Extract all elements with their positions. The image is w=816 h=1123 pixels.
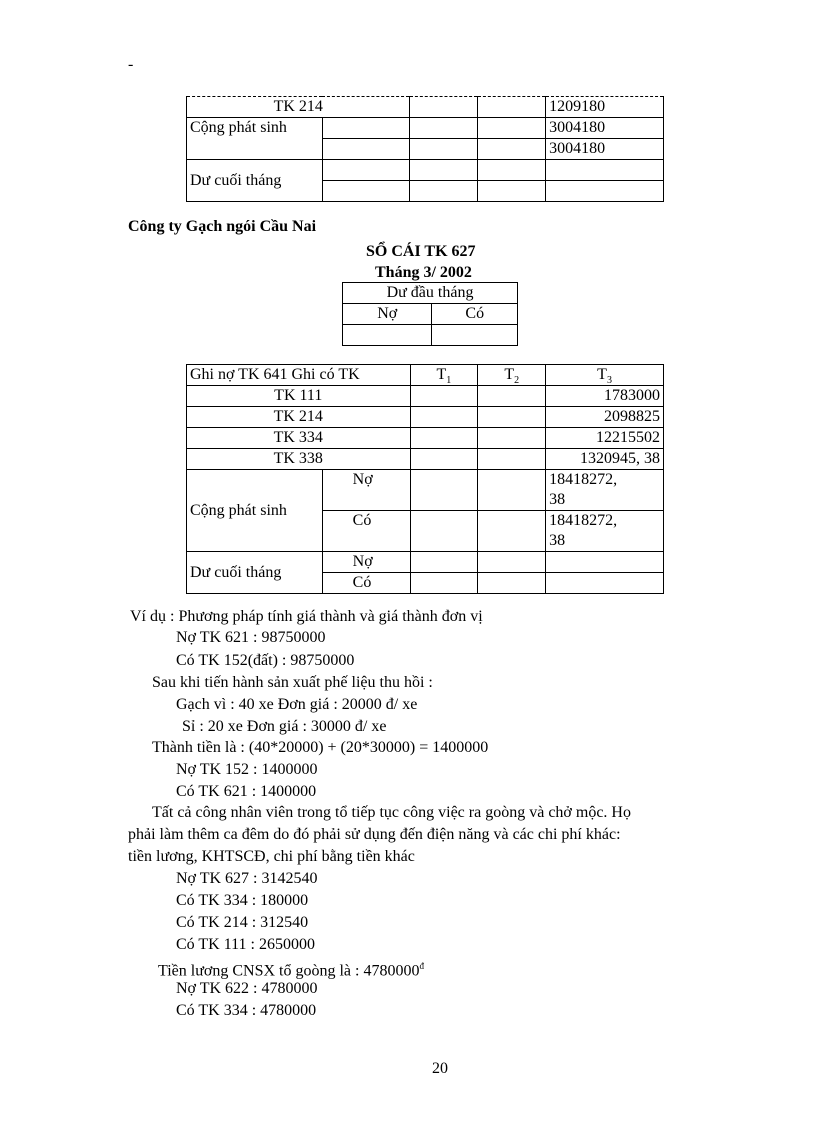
amount-cell: 12215502 (546, 428, 664, 449)
column-header-t3: $T_3$ (546, 365, 664, 386)
table-row (187, 470, 664, 511)
text-line: Có TK 111 : 2650000 (176, 936, 315, 953)
text-line: Sau khi tiến hành sản xuất phế liệu thu hồi : (152, 674, 433, 691)
text-line: Nợ TK 627 : 3142540 (176, 870, 318, 887)
credit-label: Có (322, 573, 410, 594)
column-header-accounts: Ghi nợ TK 641 Ghi có TK (187, 365, 411, 386)
ledger-title: SỔ CÁI TK 627 (366, 243, 476, 260)
text-line: Gạch vì : 40 xe Đơn giá : 20000 đ/ xe (176, 696, 418, 713)
table-row (187, 160, 664, 181)
table-row (187, 449, 664, 470)
table-row (187, 407, 664, 428)
column-header-t2: $T_2$ (478, 365, 546, 386)
top-dash: - (128, 56, 134, 73)
amount-cell: 18418272, 38 (546, 511, 664, 552)
amount-cell: 1783000 (546, 386, 664, 407)
amount-cell: 1320945, 38 (546, 449, 664, 470)
text-line: Thành tiền là : (40*20000) + (20*30000) = 1400000 (152, 739, 489, 756)
total-label: Cộng phát sinh (187, 470, 323, 552)
table-row (187, 386, 664, 407)
table-row (187, 97, 664, 118)
table-row (187, 118, 664, 139)
total-label: Cộng phát sinh (187, 118, 323, 160)
dong-superscript: đ (419, 961, 424, 971)
text-line: phải làm thêm ca đêm do đó phải sử dụng đến điện năng và các chi phí khác: (128, 826, 621, 843)
ledger-continuation-table (186, 96, 664, 202)
account-label: TK 214 (187, 97, 410, 118)
amount-cell: 3004180 (546, 118, 664, 139)
text-line: Nợ TK 622 : 4780000 (176, 980, 318, 997)
table-row (343, 304, 518, 325)
credit-header: Có (432, 304, 518, 325)
page-number: 20 (432, 1060, 448, 1077)
closing-balance-label: Dư cuối tháng (187, 552, 323, 594)
amount-cell: 1209180 (546, 97, 664, 118)
text-line: Tiền lương CNSX tổ goòng là : $4780000^đ$ (158, 961, 424, 980)
table-header-row (187, 365, 664, 386)
company-name: Công ty Gạch ngói Cầu Nai (128, 218, 317, 235)
closing-balance-label: Dư cuối tháng (187, 160, 323, 202)
table-row (343, 283, 518, 304)
credit-label: Có (322, 511, 410, 552)
text-line: Có TK 621 : 1400000 (176, 783, 317, 800)
account-label: TK 338 (187, 449, 411, 470)
account-label: TK 214 (187, 407, 411, 428)
text-line: Ví dụ : Phương pháp tính giá thành và giá thành đơn vị (130, 608, 483, 625)
account-label: TK 111 (187, 386, 411, 407)
ledger-table (186, 364, 664, 594)
column-header-t1: $T_1$ (410, 365, 478, 386)
debit-label: Nợ (322, 552, 410, 573)
table-row (187, 428, 664, 449)
text-line: Có TK 334 : 180000 (176, 892, 309, 909)
text-line: tiền lương, KHTSCĐ, chi phí bằng tiền khác (128, 848, 415, 865)
opening-balance-table (342, 282, 518, 346)
text-line: Nợ TK 621 : 98750000 (176, 629, 326, 646)
ledger-month: Tháng 3/ 2002 (375, 264, 472, 281)
text-line: Có TK 334 : 4780000 (176, 1002, 317, 1019)
text-line: Tất cả công nhân viên trong tổ tiếp tục công việc ra goòng và chở mộc. Họ (152, 804, 631, 821)
text-line: Có TK 152(đất) : 98750000 (176, 652, 355, 669)
table-row (187, 552, 664, 573)
debit-header: Nợ (343, 304, 432, 325)
body-text (0, 606, 816, 1026)
debit-label: Nợ (322, 470, 410, 511)
amount-cell: 3004180 (546, 139, 664, 160)
table-row (343, 325, 518, 346)
account-label: TK 334 (187, 428, 411, 449)
amount-cell: 2098825 (546, 407, 664, 428)
text-line: Có TK 214 : 312540 (176, 914, 309, 931)
text-line: Nợ TK 152 : 1400000 (176, 761, 318, 778)
amount-cell: 18418272, 38 (546, 470, 664, 511)
opening-balance-header: Dư đầu tháng (343, 283, 518, 304)
text-line: Sỉ : 20 xe Đơn giá : 30000 đ/ xe (182, 718, 387, 735)
